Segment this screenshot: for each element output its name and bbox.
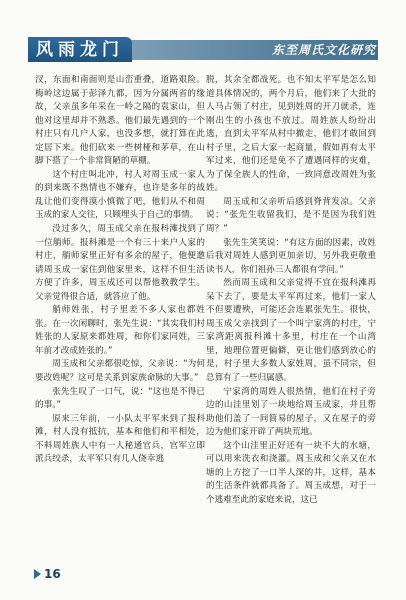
paragraph: 原来三年前，一小队太平军来到了报科滩，村人没有抵抗，基本和他们和平相处，不料周姓族人中有一人秘通官兵，官军立即派兵绞杀，太平军只有几人侥幸逃 — [35, 413, 205, 465]
left-column — [35, 74, 205, 467]
page-header — [0, 0, 406, 62]
section-title: 风雨龙门 — [36, 40, 124, 60]
paragraph: 艄师姓张，村子里差不多人家也都姓张。在一次闲聊时，张先生说：“其实我们村姓张的人家原来都姓周，和你们家同姓，三年前才改成姓张的。” — [35, 305, 205, 356]
paragraph: 这个山洼里正好还有一块不大的水塘，可以用来洗衣和浇灌。周玉成和父亲又在水塘的上方挖了一口半人深的井，这样，基本的生活条件就都具备了。周玉成想，对于一个逃难至此的家庭来说，这已 — [206, 440, 376, 505]
triangle-right-icon — [34, 569, 41, 579]
paragraph: 这个村庄叫北冲，村人对周玉成一家人的到来既不热情也不嫌弃，也许是多年的战乱让他们变得漠小慎微了吧，他们从不和周玉成的家人交往，只顾埋头于自己的事情。 — [35, 169, 205, 221]
paragraph: 张先生叹了一口气，说：“这也是不得已的事。” — [35, 386, 205, 411]
right-column — [206, 74, 376, 508]
paragraph: 没过多久，周玉成父亲在报科滩找到了一位艄师。报科滩是一个有三十来户人家的村庄，艄师家里正好有多余的屋子，他便邀请周玉成一家住到他家里来，这样不但生活方便了许多，周玉成还可以帮他教教学生。父亲觉得很合适，就答应了他。 — [35, 224, 205, 302]
paragraph: 周玉成和父亲都很吃惊，父亲说：“为何要改姓呢？这可是关系到家族命脉的大事。” — [35, 359, 205, 384]
paragraph: 然而周玉成和父亲觉得不宜在报科滩再呆下去了，要是太平军再过来，他们一家人不但要遭殃，可能还会连累张先生。很快，周玉成父亲找到了一个叫宁家湾的村庄，宁家湾距离报科滩十多里，村庄在一个山湾里，地理位置更偏僻，更让他们感到放心的是，村子里大多数人家姓周，虽不同宗，但总算有了一些归属感。 — [206, 278, 376, 384]
page-number: 16 — [44, 567, 61, 581]
paragraph: 宁家湾的周姓人很热情，他们在村子旁边的山洼里划了一块地给周玉成家，并且帮助他们盖了一间简易的屋子，又在屋子的旁边为他们家开辟了两块荒地。 — [206, 386, 376, 438]
paragraph: 脱，其余全都战死。也不知太平军是怎么知道具体情况的，两个月后，他们来了大批的人马占领了村庄，见到姓周的开刀就杀，连刚出生的小孩也不放过。周姓族人纷纷出逃，直到太平军从村中撤走，他们才敢回到村子里，之后大家一起商量，假如再有太平军过来，他们还是免不了遭遇同样的灾难，为了保全族人的性命，一致同意改周姓为张姓。 — [206, 75, 376, 194]
journal-title: 东至周氏文化研究 — [271, 43, 376, 57]
paragraph: 张先生笑笑说：“有这方面的因素，改姓后我对周姓人感到更加亲切，另外我更敬重读书人，你们祖孙三人都很有学问。” — [206, 237, 376, 275]
paragraph: 周玉成和父亲听后感到脊背发凉。父亲说：“张先生收留我们，是不是因为我们姓周？” — [206, 196, 376, 235]
paragraph: 汊，东面和南面则是山峦重叠，道路艰险。梅岭这边属于彭泽九都，因为分属两省的缘故，父亲虽多年采在一岭之隔的袁家山，但他对这里却并不熟悉。他们最先遇到的一个村庄只有几户人家，也没多想，就打算在此定居下来。他们砍来一些树桠和茅草，在山脚下搭了一个非常简陋的草棚。 — [35, 75, 205, 167]
